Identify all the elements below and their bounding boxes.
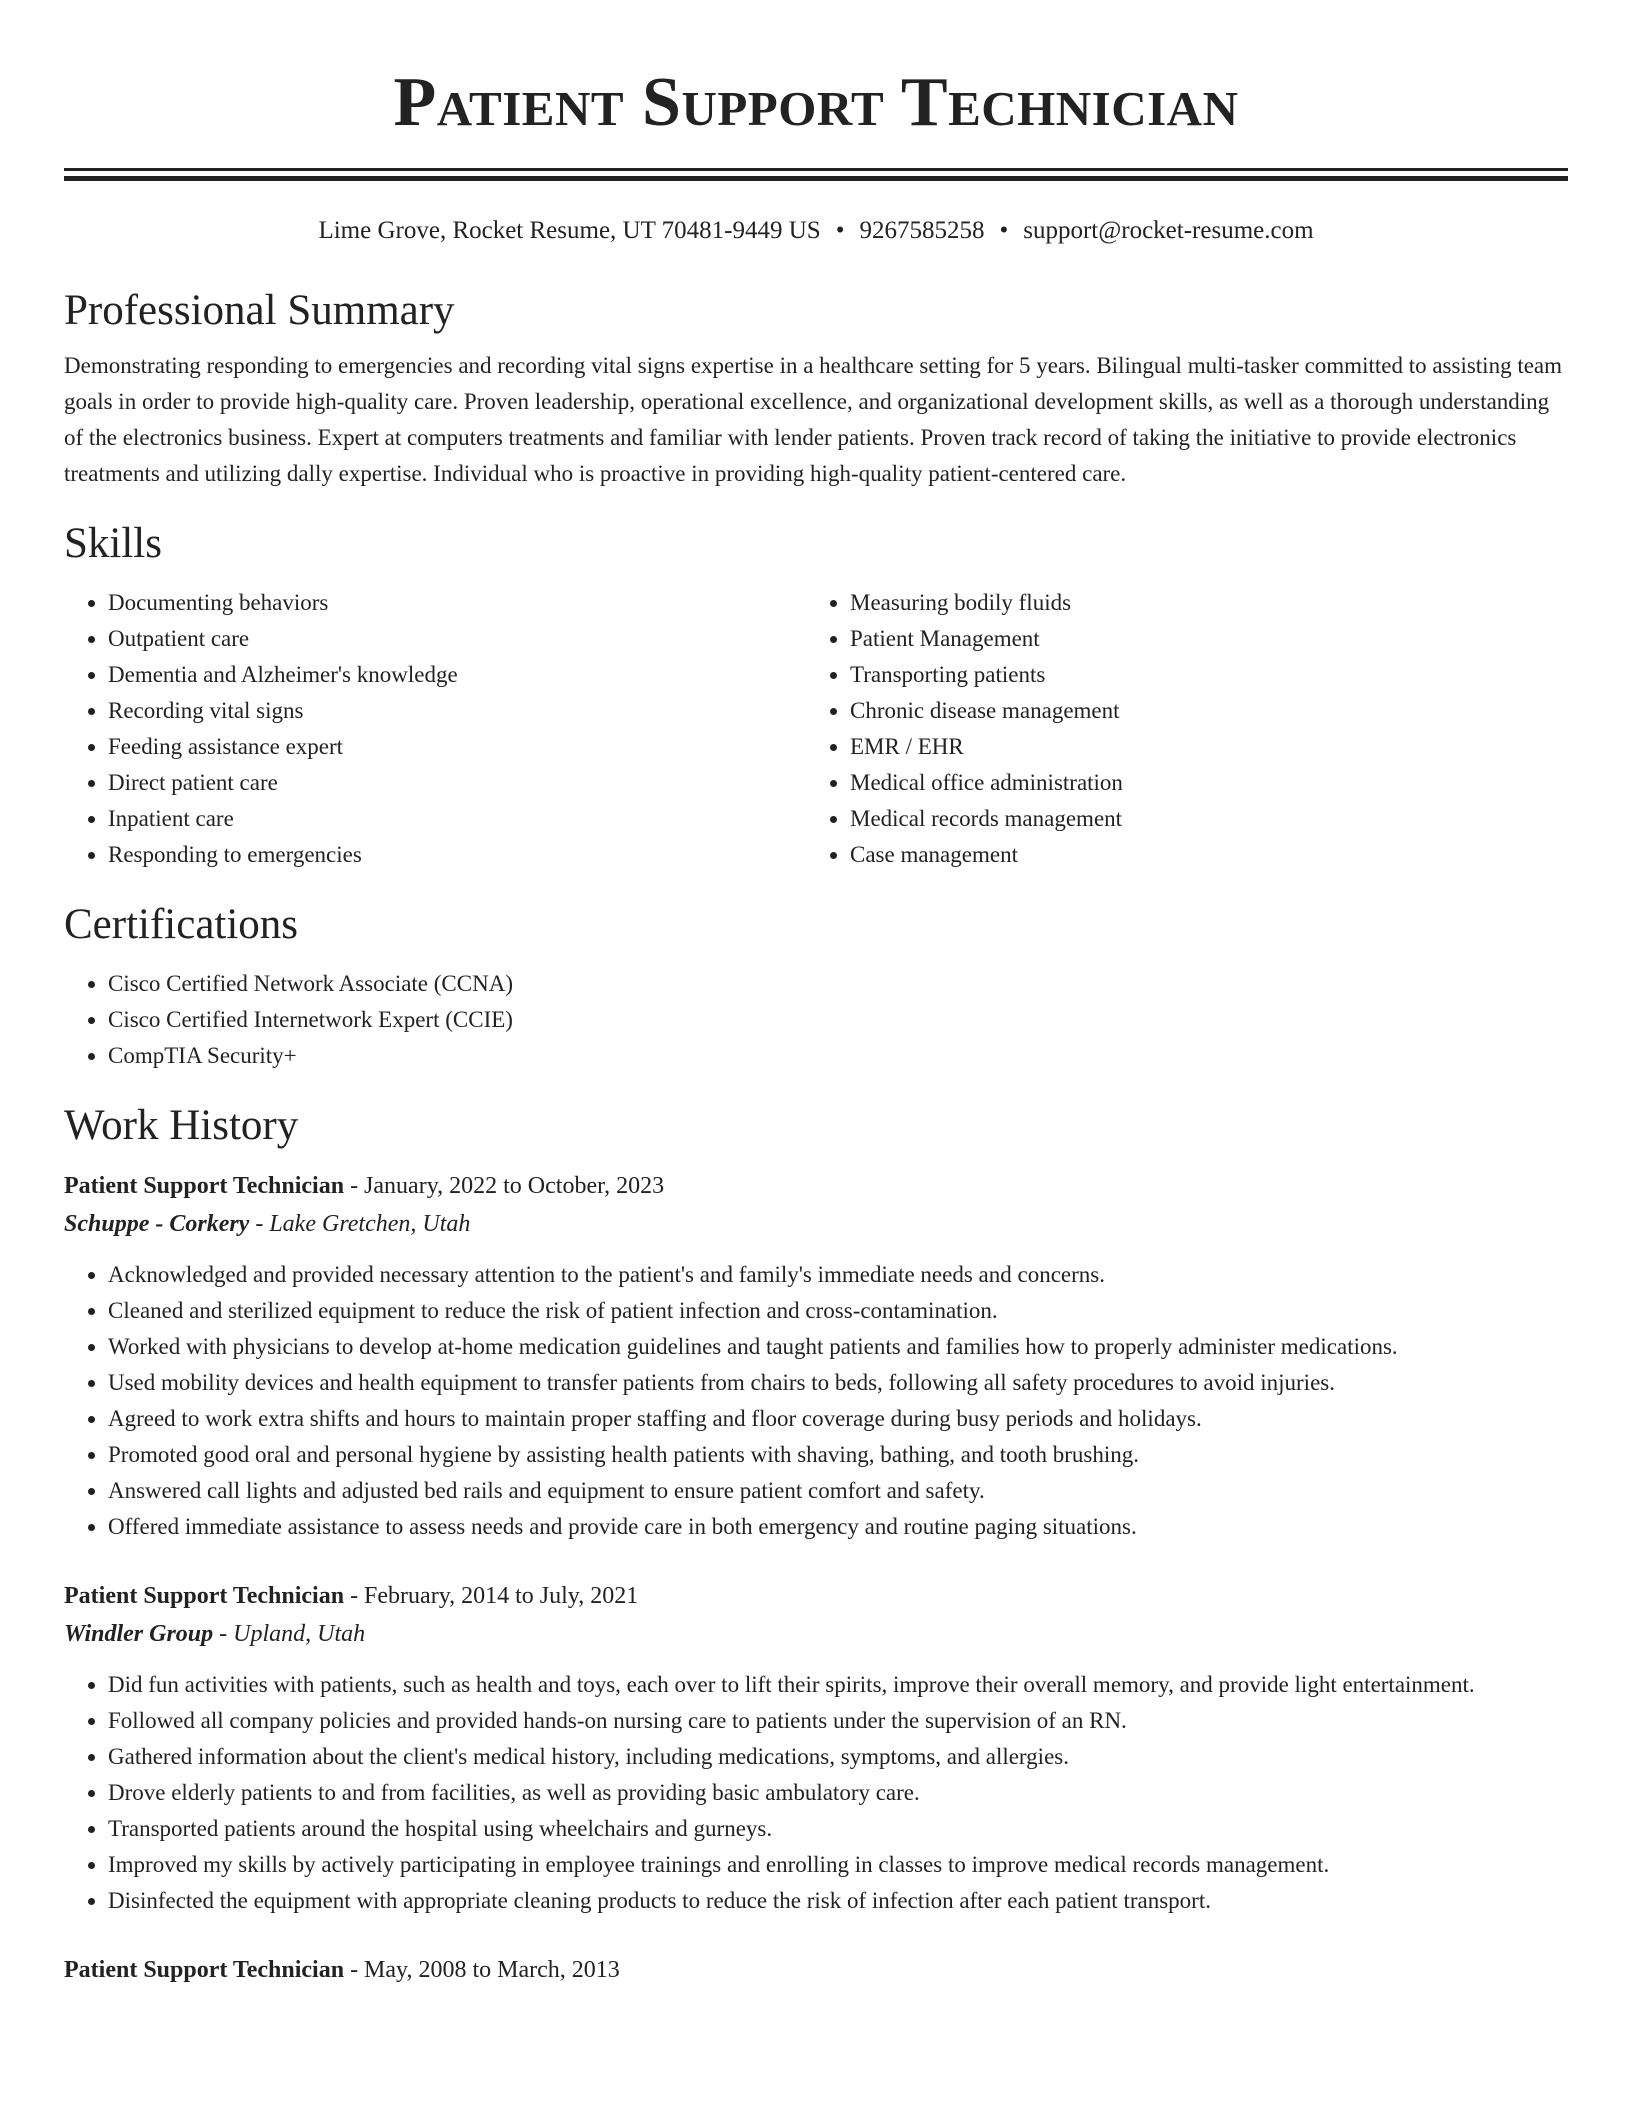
skills-heading: Skills [64,520,162,567]
certifications-heading: Certifications [64,901,299,948]
job-bullet: • Improved my skills by actively participating in employee trainings and enrolling in classes to improve medical records management. [108,1847,1568,1883]
contact-line [64,215,1568,247]
header-rule-bottom [64,176,1568,181]
work-history-heading: Work History [64,1102,299,1149]
summary-text: Demonstrating responding to emergencies and recording vital signs expertise in a healthcare setting for 5 years. Bilingual multi-tasker committed to assisting team goals in order to provide high-quality care. Proven leadership, operational excellence, and organizational development skills, as well as a thorough understanding of the electronics business. Expert at computers treatments and familiar with lender patients. Proven track record of taking the initiative to provide electronics treatments and utilizing dally expertise. Individual who is proactive in providing high-quality patient-centered care. [64,353,1563,486]
certification-item: • Cisco Certified Network Associate (CCNA) [108,966,1568,1002]
job-bullet: • Transported patients around the hospital using wheelchairs and gurneys. [108,1811,1568,1847]
skill-item: • Dementia and Alzheimer's knowledge [108,657,806,693]
job-company: Windler Group [64,1621,214,1647]
contact-email: support@rocket-resume.com [1023,217,1314,244]
skill-item: • Case management [850,837,1548,873]
job-bullets [64,1257,1568,1545]
job-entry [64,1577,1568,1919]
contact-address: Lime Grove, Rocket Resume, UT 70481-9449 US [318,217,821,244]
certification-item: • CompTIA Security+ [108,1038,1568,1074]
contact-separator: • [835,217,845,244]
job-bullet: • Did fun activities with patients, such as health and toys, each over to lift their spirits, improve their overall memory, and provide light entertainment. [108,1667,1568,1703]
job-bullets [64,1667,1568,1919]
skill-item: • Recording vital signs [108,693,806,729]
resume-page [64,0,1568,1989]
job-bullet: • Used mobility devices and health equipment to transfer patients from chairs to beds, following all safety procedures to avoid injuries. [108,1365,1568,1401]
job-location: - Upland, Utah [213,1621,366,1647]
skills-columns [64,585,1568,873]
job-bullet: • Cleaned and sterilized equipment to reduce the risk of patient infection and cross-contamination. [108,1293,1568,1329]
skill-item: • Documenting behaviors [108,585,806,621]
contact-phone: 9267585258 [859,217,985,244]
skill-item: • Inpatient care [108,801,806,837]
skill-item: • Measuring bodily fluids [850,585,1548,621]
job-header [64,1167,1568,1205]
skill-item: • Medical records management [850,801,1548,837]
job-location: - Lake Gretchen, Utah [249,1211,471,1237]
job-bullet: • Disinfected the equipment with appropriate cleaning products to reduce the risk of infection after each patient transport. [108,1883,1568,1919]
header-rule-top [64,168,1568,171]
job-bullet: • Drove elderly patients to and from facilities, as well as providing basic ambulatory care. [108,1775,1568,1811]
job-dates: - January, 2022 to October, 2023 [344,1173,665,1199]
job-header [64,1577,1568,1615]
job-entry [64,1167,1568,1545]
skill-item: • EMR / EHR [850,729,1548,765]
job-title: Patient Support Technician [64,1173,345,1199]
skill-item: • Patient Management [850,621,1548,657]
job-employer [64,1205,1568,1243]
job-bullet: • Followed all company policies and provided hands-on nursing care to patients under the supervision of an RN. [108,1703,1568,1739]
job-bullet: • Answered call lights and adjusted bed rails and equipment to ensure patient comfort and safety. [108,1473,1568,1509]
skill-item: • Medical office administration [850,765,1548,801]
skill-item: • Outpatient care [108,621,806,657]
job-entry [64,1951,1568,1989]
certifications-list [64,966,1568,1074]
skill-item: • Responding to emergencies [108,837,806,873]
skills-list-right [806,585,1548,873]
job-header [64,1951,1568,1989]
job-employer [64,1615,1568,1653]
contact-separator: • [999,217,1009,244]
skill-item: • Transporting patients [850,657,1548,693]
job-title: Patient Support Technician [64,1957,345,1983]
job-bullet: • Worked with physicians to develop at-home medication guidelines and taught patients and families how to properly administer medications. [108,1329,1568,1365]
job-bullet: • Offered immediate assistance to assess needs and provide care in both emergency and routine paging situations. [108,1509,1568,1545]
skill-item: • Feeding assistance expert [108,729,806,765]
job-bullet: • Promoted good oral and personal hygiene by assisting health patients with shaving, bathing, and tooth brushing. [108,1437,1568,1473]
skill-item: • Chronic disease management [850,693,1548,729]
job-company: Schuppe - Corkery [64,1211,250,1237]
certification-item: • Cisco Certified Internetwork Expert (CCIE) [108,1002,1568,1038]
resume-name: Patient Support Technician [393,64,1239,141]
job-bullet: • Agreed to work extra shifts and hours to maintain proper staffing and floor coverage during busy periods and holidays. [108,1401,1568,1437]
job-bullet: • Acknowledged and provided necessary attention to the patient's and family's immediate needs and concerns. [108,1257,1568,1293]
summary-heading: Professional Summary [64,287,455,334]
job-dates: - May, 2008 to March, 2013 [344,1957,620,1983]
job-dates: - February, 2014 to July, 2021 [344,1583,639,1609]
skills-list-left [64,585,806,873]
skill-item: • Direct patient care [108,765,806,801]
job-bullet: • Gathered information about the client's medical history, including medications, symptoms, and allergies. [108,1739,1568,1775]
job-title: Patient Support Technician [64,1583,345,1609]
